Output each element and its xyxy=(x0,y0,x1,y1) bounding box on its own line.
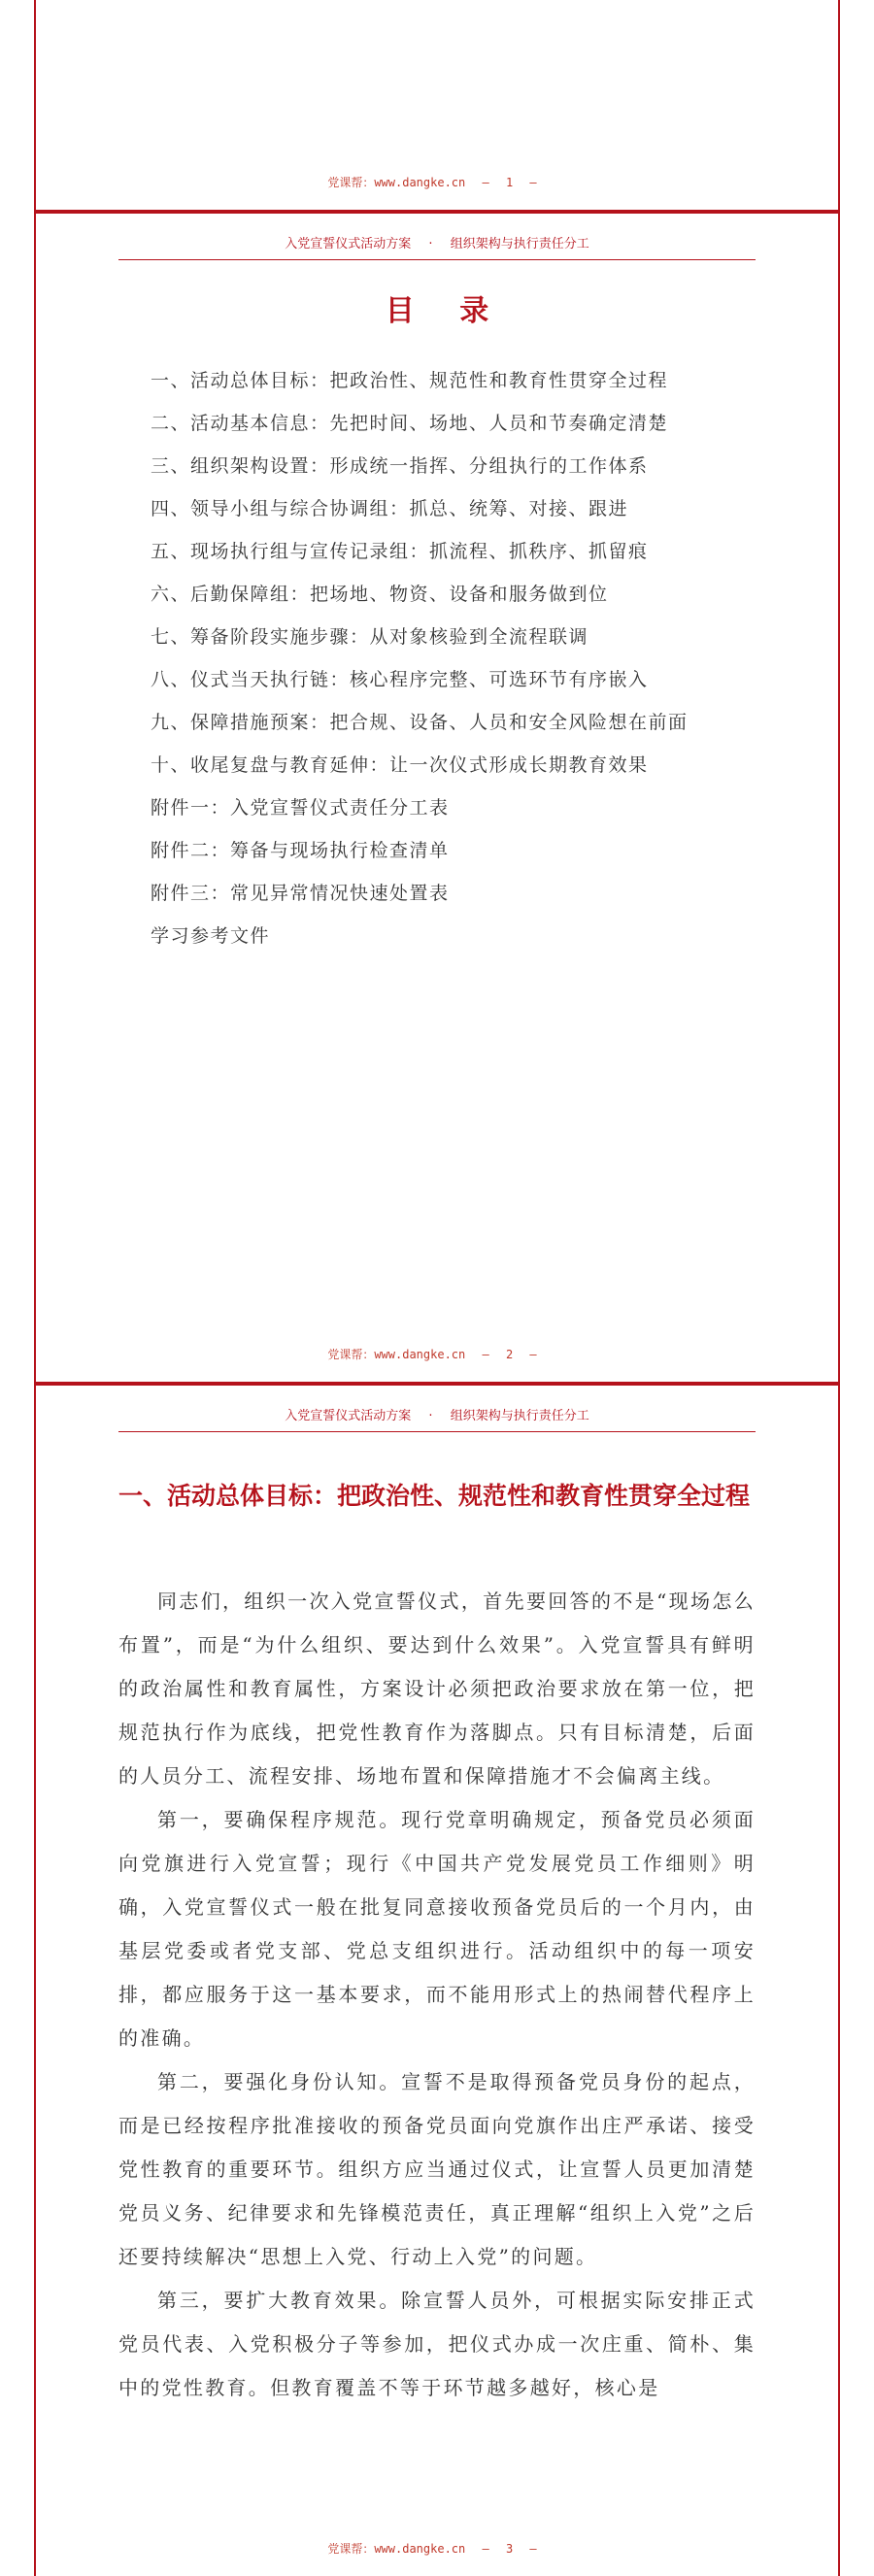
toc-item[interactable]: 一、活动总体目标：把政治性、规范性和教育性贯穿全过程 xyxy=(151,370,669,391)
toc-item[interactable]: 三、组织架构设置：形成统一指挥、分组执行的工作体系 xyxy=(151,455,649,477)
toc-item[interactable]: 九、保障措施预案：把合规、设备、人员和安全风险想在前面 xyxy=(151,712,689,733)
header-separator: · xyxy=(428,1409,433,1423)
toc-item[interactable]: 十、收尾复盘与教育延伸：让一次仪式形成长期教育效果 xyxy=(151,754,649,776)
footer-site: 党课帮：www.dangke.cn xyxy=(327,1348,466,1361)
toc-item[interactable]: 学习参考文件 xyxy=(151,925,271,947)
page-number: 2 xyxy=(505,1348,514,1361)
footer-site: 党课帮：www.dangke.cn xyxy=(327,2542,466,2556)
running-header xyxy=(118,1405,756,1432)
header-doc-title: 入党宣誓仪式活动方案 xyxy=(285,237,412,251)
page-number: 1 xyxy=(505,176,514,189)
section-heading: 一、活动总体目标：把政治性、规范性和教育性贯穿全过程 xyxy=(118,1482,751,1510)
toc-item[interactable]: 二、活动基本信息：先把时间、场地、人员和节奏确定清楚 xyxy=(151,413,669,434)
header-section-title: 组织架构与执行责任分工 xyxy=(450,1409,589,1423)
page-2 xyxy=(34,212,840,1384)
toc-item[interactable]: 六、后勤保障组：把场地、物资、设备和服务做到位 xyxy=(151,584,609,605)
footer-site: 党课帮：www.dangke.cn xyxy=(327,176,466,189)
body-paragraph: 第二，要强化身份认知。宣誓不是取得预备党员身份的起点，而是已经按程序批准接收的预备党员面向党旗作出庄严承诺、接受党性教育的重要环节。组织方应当通过仪式，让宣誓人员更加清楚党员义务、纪律要求和先锋模范责任，真正理解“组织上入党”之后还要持续解决“思想上入党、行动上入党”的问题。 xyxy=(118,2070,756,2268)
page-footer xyxy=(36,1332,838,1362)
toc-list xyxy=(151,359,780,957)
header-doc-title: 入党宣誓仪式活动方案 xyxy=(285,1409,412,1423)
page-1 xyxy=(34,0,840,212)
toc-item[interactable]: 附件二：筹备与现场执行检查清单 xyxy=(151,840,450,861)
header-separator: · xyxy=(428,237,433,251)
section-body xyxy=(118,1580,756,2410)
page-footer xyxy=(36,160,838,190)
page-footer xyxy=(36,2526,838,2557)
toc-item[interactable]: 附件三：常见异常情况快速处置表 xyxy=(151,883,450,904)
footer-dash-right: — xyxy=(529,2542,537,2556)
running-header xyxy=(118,233,756,260)
footer-dash-left: — xyxy=(482,176,489,189)
toc-item[interactable]: 五、现场执行组与宣传记录组：抓流程、抓秩序、抓留痕 xyxy=(151,541,649,562)
toc-item[interactable]: 附件一：入党宣誓仪式责任分工表 xyxy=(151,797,450,819)
footer-dash-right: — xyxy=(529,176,537,189)
body-paragraph: 同志们，组织一次入党宣誓仪式，首先要回答的不是“现场怎么布置”，而是“为什么组织、要达到什么效果”。入党宣誓具有鲜明的政治属性和教育属性，方案设计必须把政治要求放在第一位，把规范执行作为底线，把党性教育作为落脚点。只有目标清楚，后面的人员分工、流程安排、场地布置和保障措施才不会偏离主线。 xyxy=(118,1589,756,1788)
toc-item[interactable]: 七、筹备阶段实施步骤：从对象核验到全流程联调 xyxy=(151,626,589,648)
body-paragraph: 第三，要扩大教育效果。除宣誓人员外，可根据实际安排正式党员代表、入党积极分子等参加，把仪式办成一次庄重、简朴、集中的党性教育。但教育覆盖不等于环节越多越好，核心是 xyxy=(118,2289,756,2399)
page-3 xyxy=(34,1384,840,2576)
footer-dash-left: — xyxy=(482,2542,489,2556)
footer-dash-left: — xyxy=(482,1348,489,1361)
page-number: 3 xyxy=(505,2542,514,2556)
toc-item[interactable]: 八、仪式当天执行链：核心程序完整、可选环节有序嵌入 xyxy=(151,669,649,690)
body-paragraph: 第一，要确保程序规范。现行党章明确规定，预备党员必须面向党旗进行入党宣誓；现行《中国共产党发展党员工作细则》明确，入党宣誓仪式一般在批复同意接收预备党员后的一个月内，由基层党委或者党支部、党总支组织进行。活动组织中的每一项安排，都应服务于这一基本要求，而不能用形式上的热闹替代程序上的准确。 xyxy=(118,1808,756,2050)
toc-title: 目 录 xyxy=(385,294,507,328)
footer-dash-right: — xyxy=(529,1348,537,1361)
toc-item[interactable]: 四、领导小组与综合协调组：抓总、统筹、对接、跟进 xyxy=(151,498,629,519)
header-section-title: 组织架构与执行责任分工 xyxy=(450,237,589,251)
